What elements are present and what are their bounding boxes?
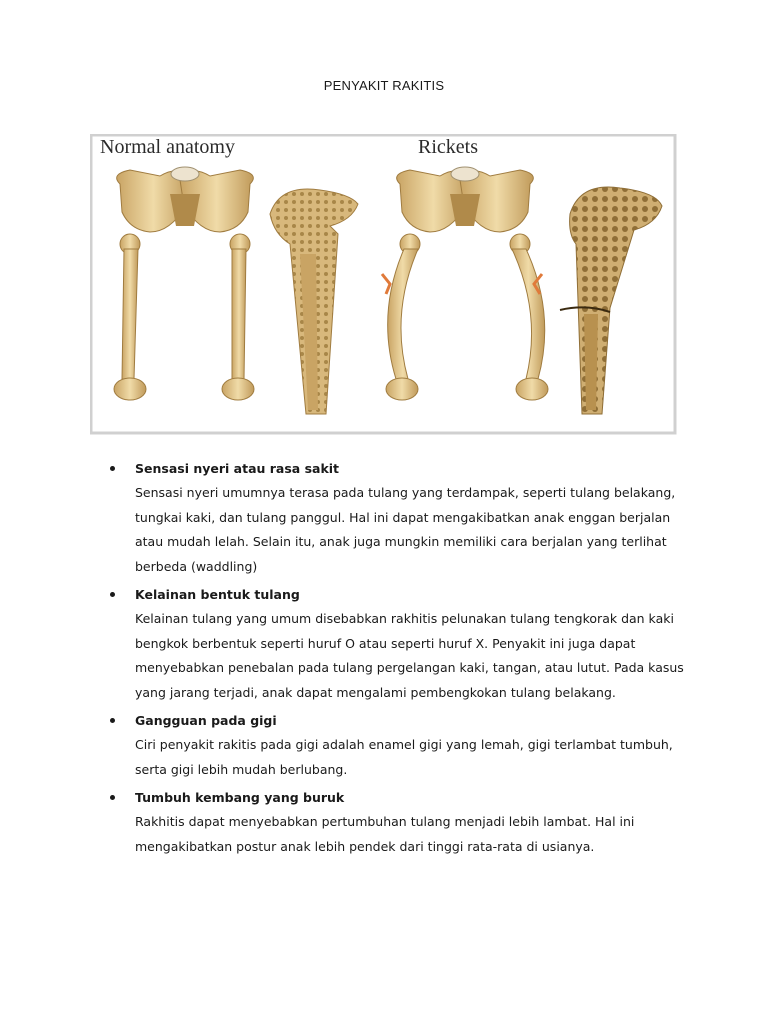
item-heading: Sensasi nyeri atau rasa sakit [135,461,340,476]
list-item [110,456,690,579]
rickets-anatomy-figure [90,134,678,436]
bullet-icon [110,592,115,597]
bullet-icon [110,718,115,723]
item-heading: Kelainan bentuk tulang [135,587,300,602]
bullet-icon [110,466,115,471]
item-heading: Gangguan pada gigi [135,713,277,728]
symptom-list [110,456,690,862]
list-item [110,708,690,782]
bullet-icon [110,795,115,800]
page-title: PENYAKIT RAKITIS [323,78,445,93]
list-item [110,582,690,705]
item-body: Sensasi nyeri umumnya terasa pada tulang yang terdampak, seperti tulang belakang, tungkai kaki, dan tulang panggul. Hal ini dapat mengakibatkan anak enggan berjalan atau mudah lelah. Selain itu, anak juga mungkin memiliki cara berjalan yang terlihat berbeda (waddling) [135,485,676,574]
label-normal-anatomy: Normal anatomy [100,136,235,158]
bone-illustration [90,134,678,436]
label-rickets: Rickets [418,136,478,158]
item-body: Rakhitis dapat menyebabkan pertumbuhan tulang menjadi lebih lambat. Hal ini mengakibatkan postur anak lebih pendek dari tinggi rata-rata di usianya. [135,814,635,854]
list-item [110,785,690,859]
item-heading: Tumbuh kembang yang buruk [135,790,345,805]
item-body: Kelainan tulang yang umum disebabkan rakhitis pelunakan tulang tengkorak dan kaki bengkok berbentuk seperti huruf O atau seperti huruf X. Penyakit ini juga dapat menyebabkan penebalan pada tulang pergelangan kaki, tangan, atau lutut. Pada kasus yang jarang terjadi, anak dapat mengalami pembengkokan tulang belakang. [135,611,684,700]
item-body: Ciri penyakit rakitis pada gigi adalah enamel gigi yang lemah, gigi terlambat tumbuh, serta gigi lebih mudah berlubang. [135,737,673,777]
